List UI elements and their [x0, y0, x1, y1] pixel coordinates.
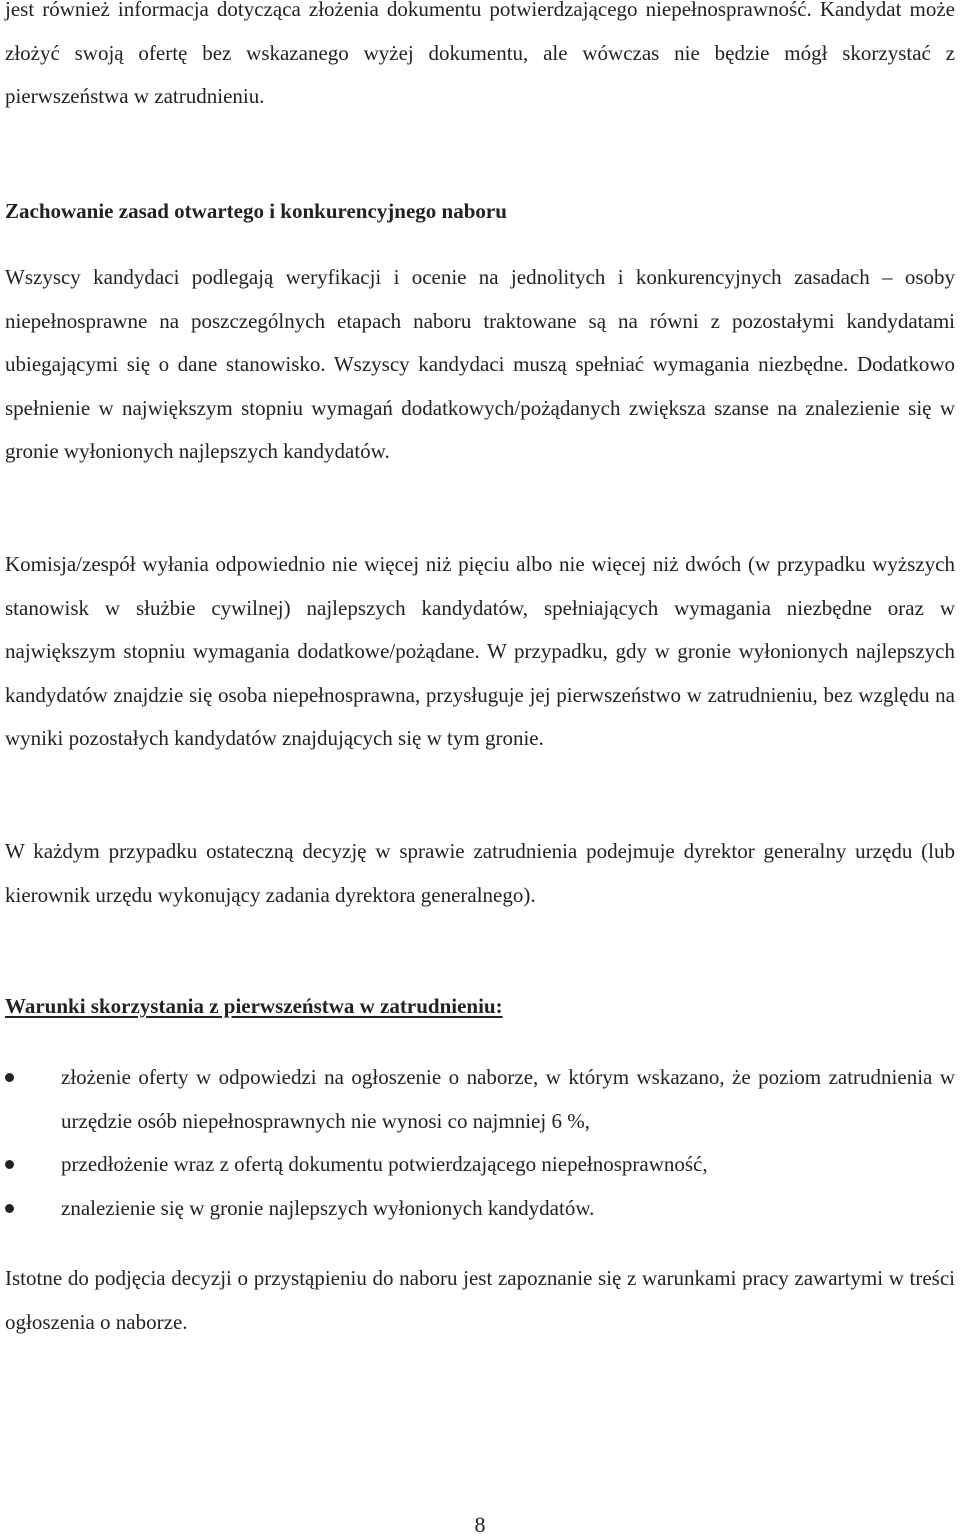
- section-heading-priority-conditions: Warunki skorzystania z pierwszeństwa w zatrudnieniu:: [5, 994, 503, 1018]
- paragraph-commission: Komisja/zespół wyłania odpowiednio nie więcej niż pięciu albo nie więcej niż dwóch (w przypadku wyższych stanowisk w służbie cywilnej) najlepszych kandydatów, spełniających wymagania niezbędne oraz w największym stopniu wymagania dodatkowe/pożądane. W przypadku, gdy w gronie wyłonionych najlepszych kandydatów znajdzie się osoba niepełnosprawna, przysługuje jej pierwszeństwo w zatrudnieniu, bez względu na wyniki pozostałych kandydatów znajdujących się w tym gronie.: [5, 552, 955, 750]
- list-item-text: znalezienie się w gronie najlepszych wyłonionych kandydatów.: [61, 1195, 595, 1220]
- bullet-icon: [5, 1073, 14, 1082]
- page-number: 8: [474, 1512, 486, 1537]
- conditions-list: [5, 1056, 955, 1230]
- list-item: [5, 1143, 955, 1187]
- list-item-text: złożenie oferty w odpowiedzi na ogłoszenie o naborze, w którym wskazano, że poziom zatrudnienia w urzędzie osób niepełnosprawnych nie wynosi co najmniej 6 %,: [61, 1065, 955, 1133]
- bullet-icon: [5, 1160, 14, 1169]
- paragraph-verification: Wszyscy kandydaci podlegają weryfikacji i ocenie na jednolitych i konkurencyjnych zasadach – osoby niepełnosprawne na poszczególnych etapach naboru traktowane są na równi z pozostałymi kandydatami ubiegającymi się o dane stanowisko. Wszyscy kandydaci muszą spełniać wymagania niezbędne. Dodatkowo spełnienie w największym stopniu wymagań dodatkowych/pożądanych zwiększa szanse na znalezienie się w gronie wyłonionych najlepszych kandydatów.: [5, 265, 955, 463]
- list-item: [5, 1056, 955, 1143]
- section-heading-open-recruitment: Zachowanie zasad otwartego i konkurencyjnego naboru: [5, 199, 507, 223]
- list-item: [5, 1187, 955, 1231]
- intro-paragraph: jest również informacja dotycząca złożenia dokumentu potwierdzającego niepełnosprawność. Kandydat może złożyć swoją ofertę bez wskazanego wyżej dokumentu, ale wówczas nie będzie mógł skorzystać z pierwszeństwa w zatrudnieniu.: [5, 0, 955, 108]
- paragraph-working-conditions: Istotne do podjęcia decyzji o przystąpieniu do naboru jest zapoznanie się z warunkami pracy zawartymi w treści ogłoszenia o naborze.: [5, 1266, 955, 1334]
- paragraph-final-decision: W każdym przypadku ostateczną decyzję w sprawie zatrudnienia podejmuje dyrektor generalny urzędu (lub kierownik urzędu wykonujący zadania dyrektora generalnego).: [5, 839, 955, 907]
- list-item-text: przedłożenie wraz z ofertą dokumentu potwierdzającego niepełnosprawność,: [61, 1152, 708, 1176]
- bullet-icon: [5, 1204, 14, 1213]
